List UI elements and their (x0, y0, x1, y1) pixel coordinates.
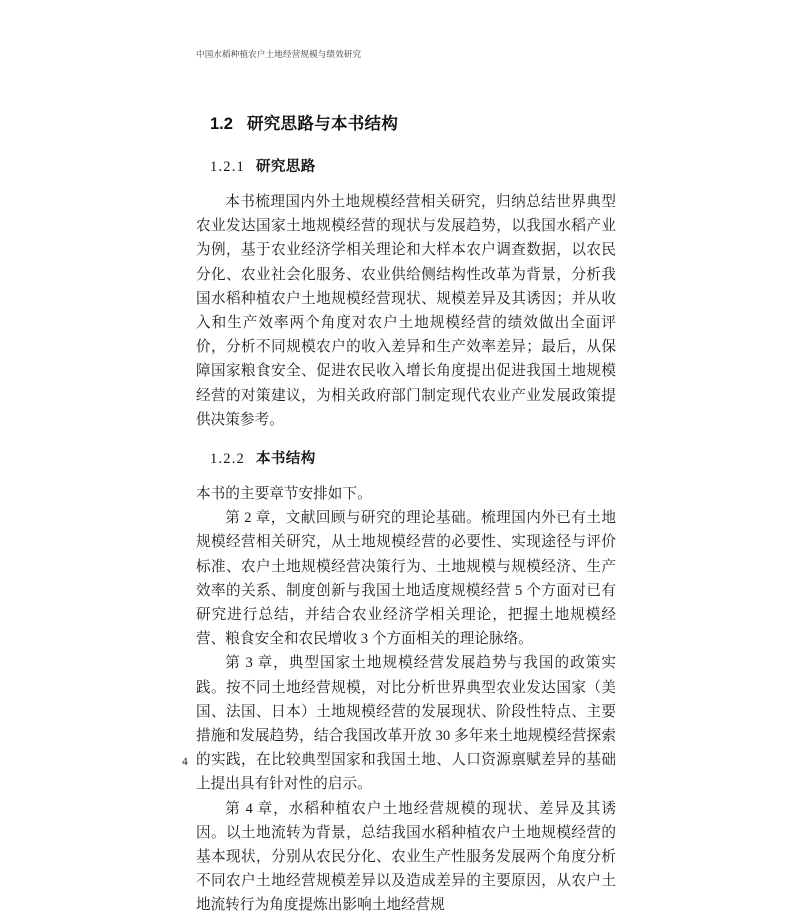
paragraph-chapter-3: 第 3 章，典型国家土地规模经营发展趋势与我国的政策实践。按不同土地经营规模，对比分析世界典型农业发达国家（美国、法国、日本）土地规模经营的发展现状、阶段性特点、主要措施和发展趋势，结合我国改革开放 30 多年来土地规模经营探索的实践，在比较典型国家和我国土地、人口资源禀赋差异的基础上提出具有针对性的启示。 (196, 655, 616, 793)
section-title: 研究思路与本书结构 (246, 115, 399, 133)
subsection-heading-2 (196, 448, 616, 470)
subsection-title-2: 本书结构 (256, 451, 316, 468)
section-heading (196, 112, 616, 136)
paragraph-chapter-2: 第 2 章，文献回顾与研究的理论基础。梳理国内外已有土地规模经营相关研究，从土地规模经营的必要性、实现途径与评价标准、农户土地规模经营决策行为、土地规模与规模经济、生产效率的关系、制度创新与我国土地适度规模经营 5 个方面对已有研究进行总结，并结合农业经济学相关理论，把握土地规模经营、粮食安全和农民增收 3 个方面相关的理论脉络。 (196, 510, 616, 648)
subsection-number-1: 1.2.1 (210, 159, 245, 175)
page-number: 4 (182, 756, 188, 768)
subsection-title-1: 研究思路 (256, 159, 316, 175)
subsection-heading-1 (196, 156, 616, 178)
paragraph-research-approach: 本书梳理国内外土地规模经营相关研究，归纳总结世界典型农业发达国家土地规模经营的现状与发展趋势，以我国水稻产业为例，基于农业经济学相关理论和大样本农户调查数据，以农民分化、农业社会化服务、农业供给侧结构性改革为背景，分析我国水稻种植农户土地规模经营现状、规模差异及其诱因；并从收入和生产效率两个角度对农户土地规模经营的绩效做出全面评价，分析不同规模农户的收入差异和生产效率差异；最后，从保障国家粮食安全、促进农民收入增长角度提出促进我国土地规模经营的对策建议，为相关政府部门制定现代农业产业发展政策提供决策参考。 (196, 194, 616, 428)
subsection-number-2: 1.2.2 (210, 451, 245, 468)
section-number: 1.2 (210, 115, 233, 133)
page-content (196, 112, 616, 918)
paragraph-chapter-4: 第 4 章，水稻种植农户土地经营规模的现状、差异及其诱因。以土地流转为背景，总结我国水稻种植农户土地规模经营的基本现状，分别从农民分化、农业生产性服务发展两个角度分析不同农户土地经营规模差异以及造成差异的主要原因，从农户土地流转行为角度提炼出影响土地经营规 (196, 800, 616, 914)
paragraph-structure-lead: 本书的主要章节安排如下。 (196, 486, 372, 503)
running-header: 中国水稻种植农户土地经营规模与绩效研究 (196, 49, 362, 59)
